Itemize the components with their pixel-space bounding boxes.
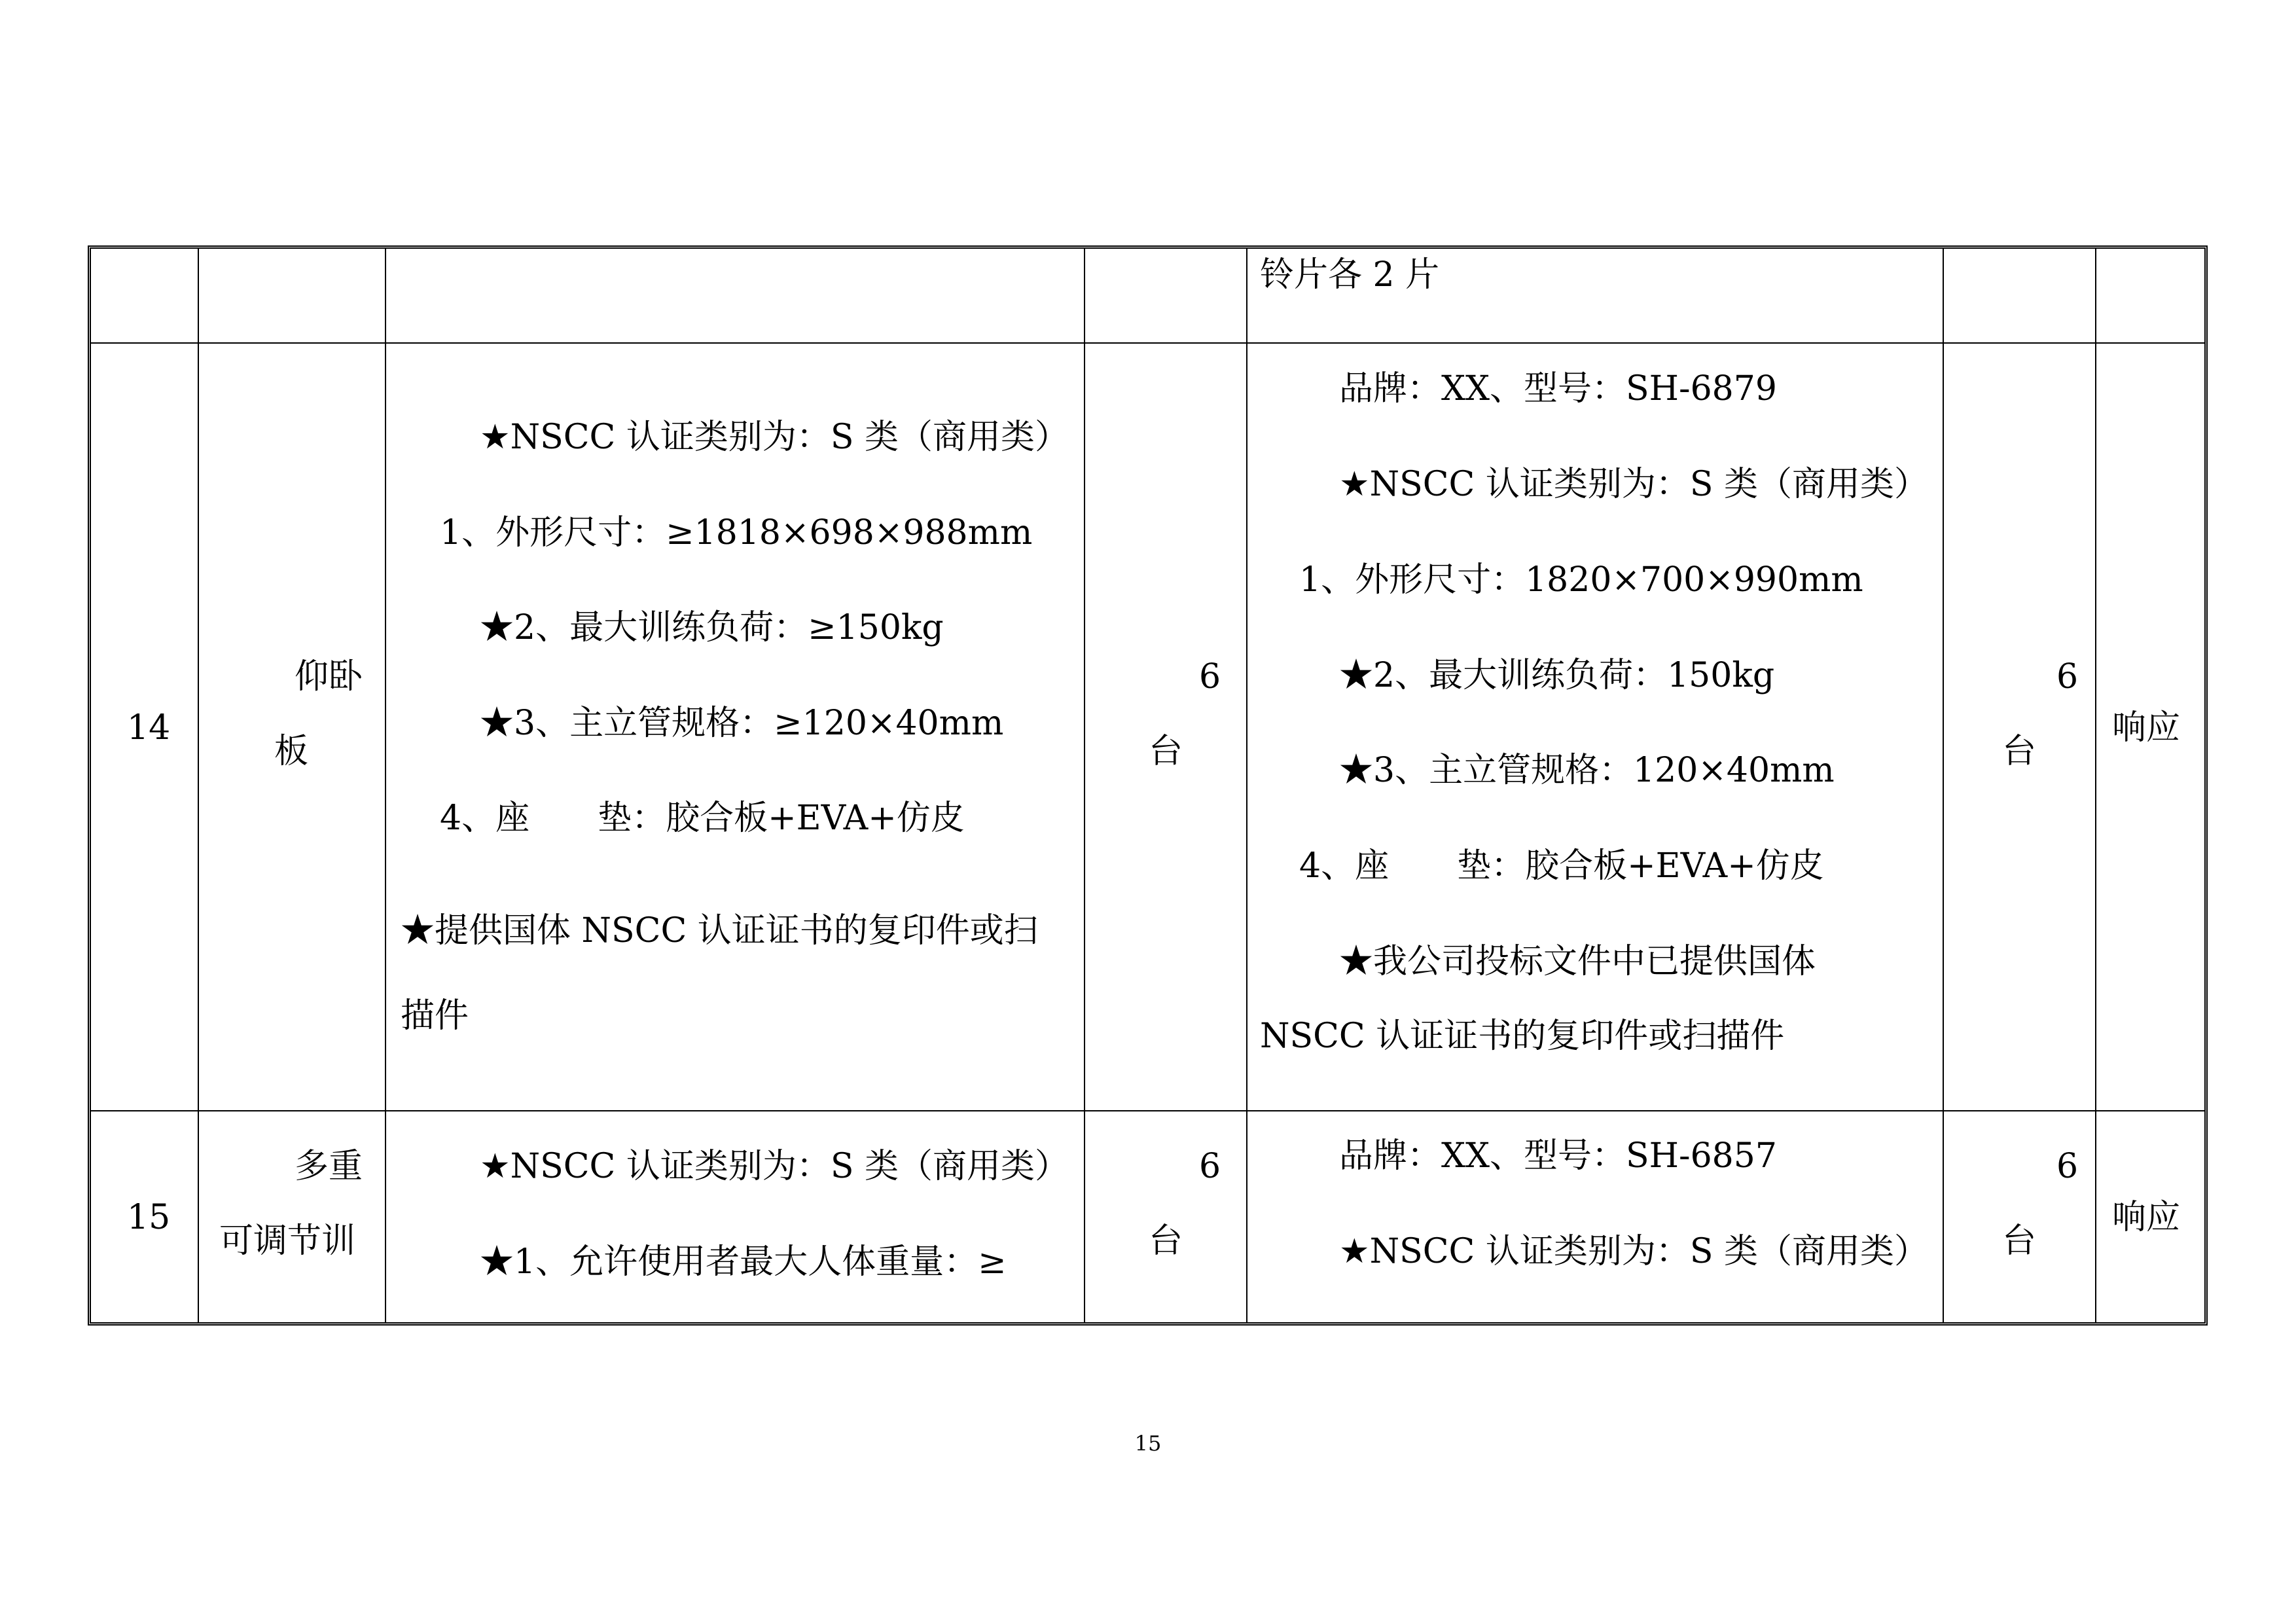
deviation-status: 响应 xyxy=(2112,1198,2181,1237)
requirement-line: 描件 xyxy=(401,996,469,1036)
item-name-line: 可调节训 xyxy=(219,1221,356,1261)
quantity-line: 台 xyxy=(1149,732,1183,771)
response-line: 品牌：XX、型号：SH-6879 xyxy=(1339,369,1777,408)
response-line: 铃片各 2 片 xyxy=(1260,255,1440,295)
response-line: 1、外形尺寸：1820×700×990mm xyxy=(1299,560,1863,600)
requirement-line: ★2、最大训练负荷：≥150kg xyxy=(480,608,944,647)
response-line: ★3、主立管规格：120×40mm xyxy=(1339,751,1835,790)
row-index: 15 xyxy=(127,1198,171,1237)
item-name-line: 板 xyxy=(274,732,309,771)
response-line: 品牌：XX、型号：SH-6857 xyxy=(1339,1136,1777,1176)
requirement-line: ★提供国体 NSCC 认证证书的复印件或扫 xyxy=(401,911,1038,950)
response-quantity-line: 台 xyxy=(2002,732,2037,771)
row-index: 14 xyxy=(127,708,171,748)
spec-table xyxy=(91,249,2204,1322)
requirement-line: ★NSCC 认证类别为：S 类（商用类） xyxy=(480,418,1069,457)
response-quantity-line: 台 xyxy=(2002,1221,2037,1261)
response-line: ★我公司投标文件中已提供国体 xyxy=(1339,942,1816,981)
item-name-line: 多重 xyxy=(295,1147,363,1186)
quantity-line: 台 xyxy=(1149,1221,1183,1261)
row-divider xyxy=(91,1110,2204,1111)
requirement-line: ★NSCC 认证类别为：S 类（商用类） xyxy=(480,1147,1069,1186)
quantity-line: 6 xyxy=(1199,657,1221,696)
response-quantity-line: 6 xyxy=(2056,657,2079,696)
requirement-line: 1、外形尺寸：≥1818×698×988mm xyxy=(440,513,1033,552)
column-divider xyxy=(1246,249,1247,1322)
response-line: 4、座 垫：胶合板+EVA+仿皮 xyxy=(1299,846,1824,886)
requirement-line: ★3、主立管规格：≥120×40mm xyxy=(480,704,1004,743)
response-line: NSCC 认证证书的复印件或扫描件 xyxy=(1260,1017,1785,1056)
requirement-line: 4、座 垫：胶合板+EVA+仿皮 xyxy=(440,799,965,838)
response-quantity-line: 6 xyxy=(2056,1147,2079,1186)
response-line: ★NSCC 认证类别为：S 类（商用类） xyxy=(1339,465,1928,504)
response-line: ★NSCC 认证类别为：S 类（商用类） xyxy=(1339,1232,1928,1271)
column-divider xyxy=(198,249,199,1322)
response-line: ★2、最大训练负荷：150kg xyxy=(1339,656,1775,695)
item-name-line: 仰卧 xyxy=(295,657,363,696)
column-divider xyxy=(2095,249,2096,1322)
column-divider xyxy=(1084,249,1085,1322)
column-divider xyxy=(385,249,386,1322)
column-divider xyxy=(1943,249,1944,1322)
deviation-status: 响应 xyxy=(2112,708,2181,748)
page-number: 15 xyxy=(1134,1431,1162,1456)
row-divider xyxy=(91,342,2204,344)
requirement-line: ★1、允许使用者最大人体重量：≥ xyxy=(480,1242,1007,1282)
quantity-line: 6 xyxy=(1199,1147,1221,1186)
